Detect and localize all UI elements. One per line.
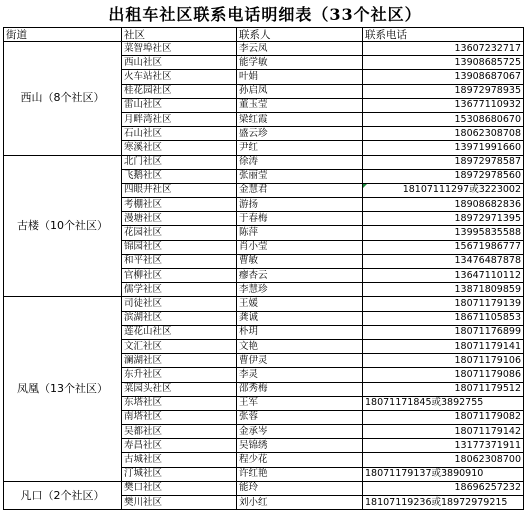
phone-cell: 18071179139 [363, 297, 524, 311]
contact-cell: 能玲 [237, 481, 363, 495]
community-cell: 雷山社区 [122, 98, 237, 112]
community-cell: 寿昌社区 [122, 439, 237, 453]
community-cell: 司徒社区 [122, 297, 237, 311]
contact-cell: 孙启凤 [237, 84, 363, 98]
contact-table [3, 27, 524, 510]
phone-cell: 18071171845或3892755 [363, 396, 524, 410]
community-cell: 滨湖社区 [122, 311, 237, 325]
contact-cell: 梁红霞 [237, 112, 363, 126]
header-community: 社区 [122, 28, 237, 42]
table-row [4, 297, 524, 311]
contact-cell: 董玉莹 [237, 98, 363, 112]
community-cell: 飞鹅社区 [122, 169, 237, 183]
contact-cell: 陈萍 [237, 226, 363, 240]
community-cell: 南塔社区 [122, 410, 237, 424]
community-cell: 寒溪社区 [122, 141, 237, 155]
community-cell: 文汇社区 [122, 339, 237, 353]
street-cell: 凤凰（13个社区） [4, 297, 122, 481]
table-row [4, 42, 524, 56]
phone-cell: 18071179086 [363, 368, 524, 382]
community-cell: 樊川社区 [122, 496, 237, 510]
contact-cell: 王媛 [237, 297, 363, 311]
phone-cell: 13908685725 [363, 56, 524, 70]
contact-cell: 于春梅 [237, 212, 363, 226]
phone-cell: 18696257232 [363, 481, 524, 495]
contact-cell: 尹红 [237, 141, 363, 155]
community-cell: 莲花山社区 [122, 325, 237, 339]
community-cell: 月畔湾社区 [122, 112, 237, 126]
contact-cell: 盛云珍 [237, 127, 363, 141]
community-cell: 桂花园社区 [122, 84, 237, 98]
street-cell: 凡口（2个社区） [4, 481, 122, 509]
page-title: 出租车社区联系电话明细表（33个社区） [108, 5, 422, 24]
phone-cell: 18972971395 [363, 212, 524, 226]
phone-cell: 18071179141 [363, 339, 524, 353]
contact-cell: 王军 [237, 396, 363, 410]
community-cell: 樊口社区 [122, 481, 237, 495]
contact-cell: 李云凤 [237, 42, 363, 56]
contact-cell: 能学敏 [237, 56, 363, 70]
phone-cell: 13647110112 [363, 269, 524, 283]
header-phone: 联系电话 [363, 28, 524, 42]
phone-cell: 18107119236或18972979215 [363, 496, 524, 510]
phone-cell: 13607232717 [363, 42, 524, 56]
contact-cell: 瘳杏云 [237, 269, 363, 283]
street-cell: 西山（8个社区） [4, 42, 122, 156]
phone-cell: 18071176899 [363, 325, 524, 339]
phone-cell: 18071179512 [363, 382, 524, 396]
community-cell: 花园社区 [122, 226, 237, 240]
contact-cell: 张蓉 [237, 410, 363, 424]
contact-cell: 许红艳 [237, 467, 363, 481]
contact-cell: 朴玥 [237, 325, 363, 339]
community-cell: 东塔社区 [122, 396, 237, 410]
contact-cell: 游扬 [237, 198, 363, 212]
table-header-row [4, 28, 524, 42]
contact-cell: 曹敏 [237, 254, 363, 268]
phone-cell: 18107111297或3223002 [363, 183, 524, 197]
phone-cell: 18972978935 [363, 84, 524, 98]
phone-cell: 18071179106 [363, 354, 524, 368]
community-cell: 考棚社区 [122, 198, 237, 212]
contact-cell: 金承岑 [237, 425, 363, 439]
contact-cell: 程少花 [237, 453, 363, 467]
community-cell: 菜园头社区 [122, 382, 237, 396]
phone-cell: 18071179082 [363, 410, 524, 424]
community-cell: 官柳社区 [122, 269, 237, 283]
phone-cell: 18972978560 [363, 169, 524, 183]
contact-cell: 叶娟 [237, 70, 363, 84]
community-cell: 古城社区 [122, 453, 237, 467]
contact-cell: 肖小莹 [237, 240, 363, 254]
phone-cell: 18972978587 [363, 155, 524, 169]
community-cell: 漫塘社区 [122, 212, 237, 226]
community-cell: 锦园社区 [122, 240, 237, 254]
contact-cell: 金慧君 [237, 183, 363, 197]
phone-cell: 15671986777 [363, 240, 524, 254]
community-cell: 火车站社区 [122, 70, 237, 84]
community-cell: 儒学社区 [122, 283, 237, 297]
contact-cell: 文艳 [237, 339, 363, 353]
community-cell: 石山社区 [122, 127, 237, 141]
contact-cell: 龚诚 [237, 311, 363, 325]
header-contact: 联系人 [237, 28, 363, 42]
contact-cell: 刘小红 [237, 496, 363, 510]
contact-cell: 邵秀梅 [237, 382, 363, 396]
contact-cell: 吴锦绣 [237, 439, 363, 453]
community-cell: 吴都社区 [122, 425, 237, 439]
street-cell: 古楼（10个社区） [4, 155, 122, 297]
community-cell: 四眼井社区 [122, 183, 237, 197]
community-cell: 澜湖社区 [122, 354, 237, 368]
phone-cell: 13476487878 [363, 254, 524, 268]
phone-cell: 18071179137或3890910 [363, 467, 524, 481]
phone-cell: 13871809859 [363, 283, 524, 297]
phone-cell: 13995835588 [363, 226, 524, 240]
phone-cell: 13677110932 [363, 98, 524, 112]
phone-cell: 18062308708 [363, 127, 524, 141]
community-cell: 西山社区 [122, 56, 237, 70]
contact-cell: 李灵 [237, 368, 363, 382]
phone-cell: 18908682836 [363, 198, 524, 212]
table-row [4, 155, 524, 169]
community-cell: 和平社区 [122, 254, 237, 268]
contact-cell: 张丽莹 [237, 169, 363, 183]
phone-cell: 13177371911 [363, 439, 524, 453]
contact-cell: 曹伊灵 [237, 354, 363, 368]
phone-cell: 15308680670 [363, 112, 524, 126]
community-cell: 汀城社区 [122, 467, 237, 481]
community-cell: 菜智埠社区 [122, 42, 237, 56]
phone-cell: 13908687067 [363, 70, 524, 84]
phone-cell: 18062308700 [363, 453, 524, 467]
header-street: 街道 [4, 28, 122, 42]
table-row [4, 481, 524, 495]
contact-cell: 李慧珍 [237, 283, 363, 297]
community-cell: 东升社区 [122, 368, 237, 382]
phone-cell: 18071179142 [363, 425, 524, 439]
contact-cell: 徐涛 [237, 155, 363, 169]
community-cell: 北门社区 [122, 155, 237, 169]
phone-cell: 13971991660 [363, 141, 524, 155]
phone-cell: 18671105853 [363, 311, 524, 325]
